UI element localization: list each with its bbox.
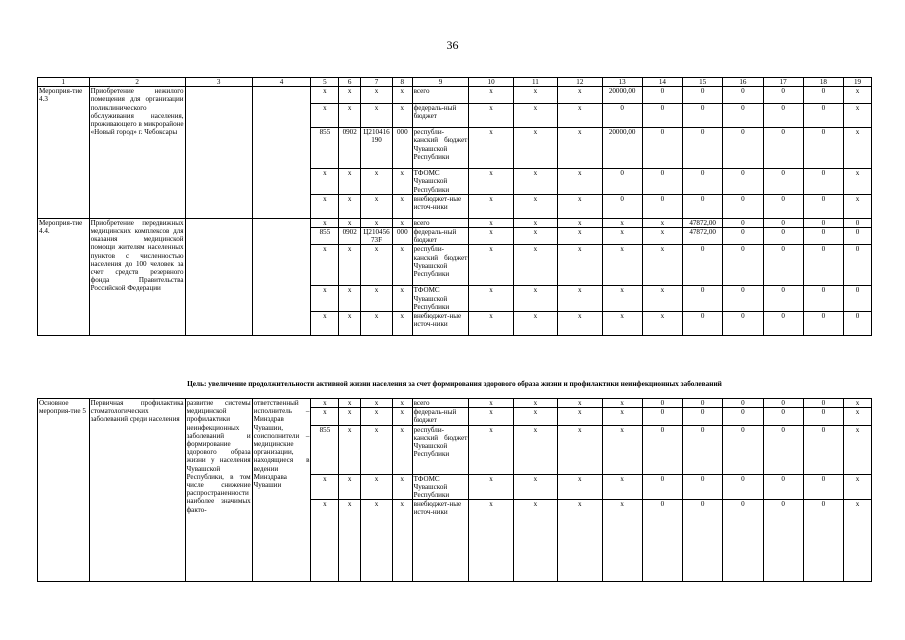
table-cell: 0 [763,194,803,218]
table-cell: 0 [642,128,682,169]
table-cell: x [393,500,413,582]
table-cell: 0 [642,399,682,408]
table-cell: x [469,169,513,195]
table-cell: 0 [683,245,723,286]
table-cell: x [339,245,361,286]
table-cell: 0 [723,128,763,169]
table-cell: x [844,194,872,218]
table-cell: 0 [763,474,803,500]
table-cell: 0 [763,169,803,195]
table-cell: 0 [763,128,803,169]
table-cell: всего [412,399,469,408]
table-cell: x [393,245,413,286]
table-cell: x [469,312,513,336]
table-cell: x [513,228,557,245]
table-cell: 0 [683,408,723,425]
table-cell: x [339,169,361,195]
table-cell: x [558,500,602,582]
table-cell: 0 [723,87,763,104]
table-cell: 0 [683,194,723,218]
table-cell: x [602,312,642,336]
table-cell: 0 [723,228,763,245]
measure-id: Основное мероприя-тие 5 [38,399,90,582]
table-cell: x [558,87,602,104]
table-cell: x [558,286,602,312]
table-cell: x [558,104,602,128]
table-cell: 0 [642,408,682,425]
table-cell: x [393,169,413,195]
header-cell: 6 [339,78,361,87]
table-cell: x [602,228,642,245]
table-cell: x [311,194,339,218]
table-cell: x [393,87,413,104]
expected-result: развитие системы медицинской профилактики неинфекционных заболеваний и формирование здорового образа жизни у населения Чувашской Республики, в том числе снижение распространенности наиболее значимых факто- [185,399,252,582]
table-row [38,399,872,408]
table-cell: 0 [683,425,723,474]
table-cell: x [339,218,361,227]
table-cell: 0 [763,500,803,582]
table-cell: x [558,228,602,245]
table-cell: x [339,500,361,582]
table-cell: 000 [393,228,413,245]
header-cell: 2 [89,78,185,87]
table-cell: x [642,245,682,286]
table-cell: x [469,408,513,425]
table-cell: x [361,245,393,286]
table-cell: x [642,218,682,227]
table-cell: x [602,425,642,474]
table-cell: x [393,399,413,408]
table-cell: x [469,128,513,169]
table-cell: x [311,87,339,104]
table-cell: 0 [803,408,843,425]
table-cell: 0 [723,104,763,128]
table-cell: x [844,104,872,128]
table-cell: x [602,286,642,312]
table-cell: x [311,408,339,425]
table-cell: x [558,169,602,195]
table-cell: x [602,500,642,582]
table-cell: 0 [642,425,682,474]
header-cell: 11 [513,78,557,87]
table-cell: x [513,87,557,104]
table-cell: x [844,399,872,408]
table-cell: x [361,218,393,227]
header-cell: 16 [723,78,763,87]
page-number: 36 [446,38,459,52]
table-cell: x [558,425,602,474]
table-cell: x [361,104,393,128]
table-cell: внебюджет-ные источ-ники [412,312,469,336]
table-cell: x [642,228,682,245]
table-cell: 0 [723,500,763,582]
header-cell: 3 [185,78,252,87]
table-cell: x [393,104,413,128]
table-cell: 0902 [339,228,361,245]
table-cell: x [361,399,393,408]
table-cell: 0 [642,194,682,218]
table-cell: x [558,245,602,286]
table-cell: 0 [683,474,723,500]
table-cell: внебюджет-ные источ-ники [412,500,469,582]
header-cell: 5 [311,78,339,87]
table-cell: x [393,425,413,474]
table-cell: республи-канский бюджет Чувашской Республики [412,425,469,474]
table-cell: x [642,286,682,312]
table-cell: x [602,218,642,227]
table-cell: 0 [683,104,723,128]
table-cell: x [393,474,413,500]
table-cell: x [844,474,872,500]
table-cell: Ц210456 73F [361,228,393,245]
table-cell: x [602,474,642,500]
table-cell: 000 [393,128,413,169]
table-cell: 20000,00 [602,128,642,169]
table-cell: x [558,474,602,500]
table-cell: x [339,286,361,312]
table-cell: x [513,500,557,582]
table-cell: 0 [683,169,723,195]
table-cell: x [602,399,642,408]
table-cell: 0 [763,228,803,245]
table-cell: x [513,194,557,218]
table-cell: x [844,128,872,169]
table-cell: x [469,194,513,218]
table-cell: 0 [723,474,763,500]
table-cell: x [339,312,361,336]
table-cell: 0 [763,245,803,286]
table-cell: 0 [642,169,682,195]
header-cell: 14 [642,78,682,87]
table-cell: x [339,104,361,128]
table-cell: x [339,194,361,218]
goal-heading: Цель: увеличение продолжительности активной жизни населения за счет формирования здорового образа жизни и профилактики неинфекционных заболеваний [187,379,722,388]
header-cell: 13 [602,78,642,87]
table-cell: 0 [763,286,803,312]
table-cell: x [393,218,413,227]
table-cell: республи-канский бюджет Чувашской Республики [412,128,469,169]
table-cell: x [311,500,339,582]
measure-id: Мероприя-тие 4.4. [38,218,90,335]
table-cell: x [311,218,339,227]
table-cell: x [844,425,872,474]
table-row [38,218,872,227]
table-cell: 0 [763,425,803,474]
table-cell [252,87,311,219]
table-cell [185,87,252,219]
table-cell: 0 [723,286,763,312]
table-cell: 0 [723,169,763,195]
table-cell: 0 [803,87,843,104]
table-cell: x [844,408,872,425]
table-cell: 0 [642,87,682,104]
budget-table-top [37,77,872,336]
table-cell: 855 [311,425,339,474]
table-cell: x [361,474,393,500]
table-cell: ТФОМС Чувашской Республики [412,474,469,500]
table-cell: 0 [844,228,872,245]
measure-description: Приобретение передвижных медицинских комплексов для оказания медицинской помощи жителям населенных пунктов с численностью населения до 100 человек за счет средств резервного фонда Правительства Российской Федерации [89,218,185,335]
table-cell: x [393,312,413,336]
table-cell: x [393,408,413,425]
table-cell: 0 [803,245,843,286]
table-cell: x [469,218,513,227]
table-cell: x [513,312,557,336]
table-cell: федераль-ный бюджет [412,408,469,425]
table-cell: 0 [803,399,843,408]
table-cell: 0 [803,474,843,500]
table-cell: 855 [311,228,339,245]
table-cell: внебюджет-ные источ-ники [412,194,469,218]
table-cell: 0 [803,286,843,312]
header-cell: 1 [38,78,90,87]
table-cell: x [311,169,339,195]
table-cell: ТФОМС Чувашской Республики [412,169,469,195]
table-cell: x [361,425,393,474]
table-cell: 0 [803,128,843,169]
table-cell: x [513,399,557,408]
table-cell: x [513,425,557,474]
table-cell: 0 [642,104,682,128]
table-cell: x [513,128,557,169]
table-cell: 0 [803,194,843,218]
table-cell: 0 [763,218,803,227]
header-cell: 17 [763,78,803,87]
table-cell: x [361,408,393,425]
table-cell: x [339,87,361,104]
table-cell: x [361,169,393,195]
table-cell [185,218,252,335]
table-cell: x [642,312,682,336]
measure-description: Приобретение нежилого помещения для организации поликлинического обслуживания населения, проживающего в микрорайоне «Новый город» г. Чебоксары [89,87,185,219]
table-cell: x [469,399,513,408]
table-cell: x [311,104,339,128]
table-cell: 0 [683,128,723,169]
table-cell: x [311,399,339,408]
table-cell: федераль-ный бюджет [412,228,469,245]
table-cell: 47872,00 [683,228,723,245]
table-cell: всего [412,87,469,104]
table-cell: x [513,169,557,195]
table-cell: 0 [683,500,723,582]
table-cell: 0 [763,87,803,104]
table-cell: x [513,286,557,312]
header-cell: 18 [803,78,843,87]
header-row [38,78,872,87]
table-cell: 0 [844,218,872,227]
table-cell: Ц210416 190 [361,128,393,169]
table-cell: x [469,286,513,312]
table-cell: x [558,194,602,218]
table-cell: x [513,474,557,500]
table-cell: 0 [763,312,803,336]
table-cell: 0 [723,408,763,425]
table-cell: x [311,474,339,500]
table-cell: 0 [803,104,843,128]
table-cell: 0 [723,245,763,286]
table-cell: 0 [803,169,843,195]
table-cell: x [844,169,872,195]
table-cell: x [339,474,361,500]
table-cell: x [602,245,642,286]
table-cell: 0 [803,218,843,227]
table-cell: 0 [844,245,872,286]
header-cell: 4 [252,78,311,87]
responsible-executor: ответственный исполнитель – Минздрав Чувашии, соисполнители – медицинские организации, находящиеся в ведении Минздрава Чувашии [252,399,311,582]
table-cell: x [361,500,393,582]
table-cell: 855 [311,128,339,169]
table-cell: 0 [642,500,682,582]
table-cell: 0 [803,425,843,474]
table-cell: x [469,425,513,474]
table-cell: 20000,00 [602,87,642,104]
table-cell: 0 [803,228,843,245]
table-cell: 0 [683,399,723,408]
table-cell: x [361,286,393,312]
table-cell: 0 [723,425,763,474]
table-cell: x [558,312,602,336]
table-cell: x [558,128,602,169]
table-cell: x [469,500,513,582]
header-cell: 10 [469,78,513,87]
table-cell: 0 [602,194,642,218]
table-cell: x [339,408,361,425]
table-cell: 0 [803,312,843,336]
table-cell: 0902 [339,128,361,169]
table-cell: x [513,245,557,286]
table-cell: x [558,218,602,227]
table-cell: x [513,408,557,425]
header-cell: 12 [558,78,602,87]
header-cell: 9 [412,78,469,87]
table-cell: 47872,00 [683,218,723,227]
table-cell: x [311,286,339,312]
table-cell: x [513,104,557,128]
table-cell: федераль-ный бюджет [412,104,469,128]
table-cell: x [339,425,361,474]
table-cell: x [393,194,413,218]
table-cell: 0 [642,474,682,500]
table-cell: x [469,87,513,104]
budget-table-bottom [37,398,872,582]
table-cell: x [602,408,642,425]
table-cell: 0 [763,408,803,425]
table-cell: x [311,245,339,286]
table-cell: 0 [683,286,723,312]
header-cell: 7 [361,78,393,87]
table-cell: x [361,194,393,218]
table-cell: 0 [723,194,763,218]
table-cell: 0 [683,87,723,104]
table-cell: x [361,312,393,336]
header-cell: 15 [683,78,723,87]
table-cell: ТФОМС Чувашской Республики [412,286,469,312]
table-cell: x [844,500,872,582]
table-cell: x [393,286,413,312]
table-cell: 0 [763,104,803,128]
table-cell: x [558,399,602,408]
table-cell: 0 [763,399,803,408]
table-cell: x [469,104,513,128]
table-cell: x [513,218,557,227]
table-cell: 0 [803,500,843,582]
measure-description: Первичная профилактика стоматологических заболеваний среди населения [89,399,185,582]
table-cell: x [844,87,872,104]
table-cell: 0 [683,312,723,336]
table-cell: x [558,408,602,425]
table-cell: x [361,87,393,104]
table-cell: всего [412,218,469,227]
table-cell: 0 [844,286,872,312]
table-cell: 0 [602,169,642,195]
table-cell: x [469,474,513,500]
header-cell: 8 [393,78,413,87]
table-cell: республи-канский бюджет Чувашской Республики [412,245,469,286]
header-cell: 19 [844,78,872,87]
table-cell: x [469,245,513,286]
table-cell: x [339,399,361,408]
table-cell: 0 [723,312,763,336]
table-cell [252,218,311,335]
table-cell: 0 [602,104,642,128]
table-cell: x [311,312,339,336]
table-cell: x [469,228,513,245]
table-cell: 0 [844,312,872,336]
table-row [38,87,872,104]
table-cell: 0 [723,218,763,227]
measure-id: Мероприя-тие 4.3 [38,87,90,219]
table-cell: 0 [723,399,763,408]
